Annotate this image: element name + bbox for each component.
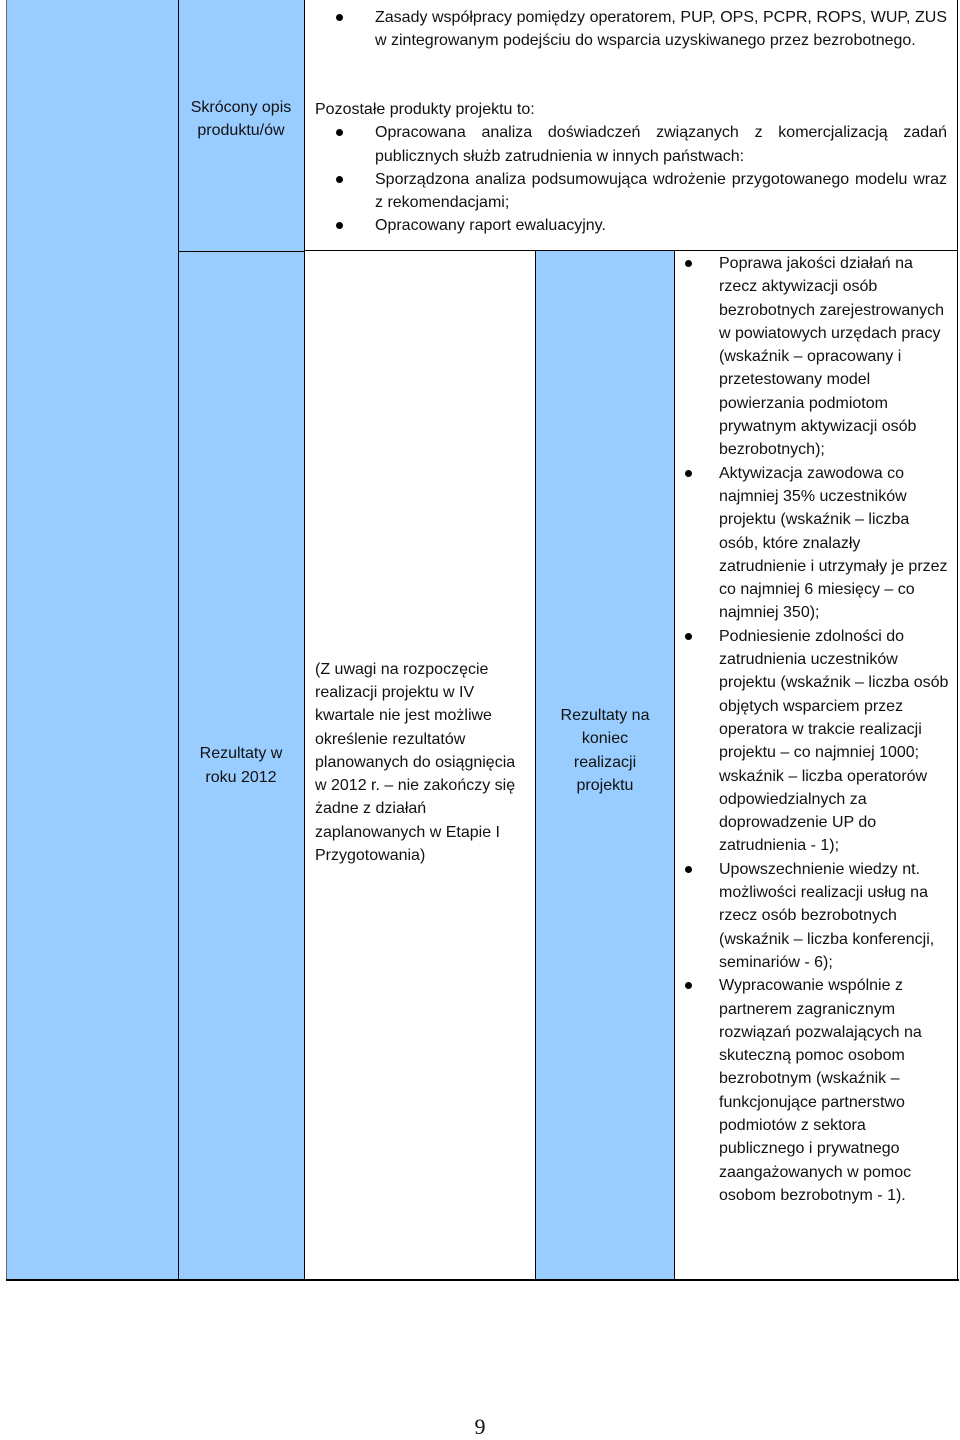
page-number: 9: [474, 1414, 486, 1439]
list-item: Wypracowanie wspólnie z partnerem zagranicznym rozwiązań pozwalających na skuteczną pomoc osobom bezrobotnym (wskaźnik – funkcjonujące partnerstwo podmiotów z sektora publicznego i prywatnego zaangażowanych w pomoc osobom bezrobotnym - 1).: [675, 974, 949, 1207]
list-item: Opracowana analiza doświadczeń związanych z komercjalizacją zadań publicznych służb zatrudnienia w innych państwach:: [305, 121, 947, 168]
top-row-list: [305, 0, 957, 53]
short-description-label-text: Skrócony opis produktu/ów: [190, 99, 292, 140]
short-description-list: [305, 121, 957, 237]
results-2012-label-text: Rezultaty w roku 2012: [199, 745, 283, 786]
results-2012-note: (Z uwagi na rozpoczęcie realizacji projektu w IV kwartale nie jest możliwe określenie rezultatów planowanych do osiągnięcia w 2012 r. – nie zakończy się żadne z działań zaplanowanych w Etapie I Przygotowania): [315, 660, 516, 865]
short-description-intro: Pozostałe produkty projektu to:: [315, 101, 535, 118]
list-item: Podniesienie zdolności do zatrudnienia uczestników projektu (wskaźnik – liczba osób objętych wsparciem przez operatora w trakcie realizacji projektu – co najmniej 1000; wskaźnik – liczba operatorów odpowiedzialnych za doprowadzenie UP do zatrudnienia - 1);: [675, 625, 949, 858]
list-item: Sporządzona analiza podsumowująca wdrożenie przygotowanego modelu wraz z rekomendacjami;: [305, 168, 947, 215]
short-description-label: [178, 96, 304, 162]
outer-left-column: [6, 0, 178, 1280]
end-results-label: [535, 251, 674, 1280]
results-2012-label: [178, 251, 304, 1280]
list-item: Aktywizacja zawodowa co najmniej 35% uczestników projektu (wskaźnik – liczba osób, które znalazły zatrudnienie i utrzymały je przez co najmniej 6 miesięcy – co najmniej 350);: [675, 462, 949, 625]
end-results-cell: [674, 251, 958, 1280]
results-2012-note-cell: [304, 251, 535, 1280]
list-item: Upowszechnienie wiedzy nt. możliwości realizacji usług na rzecz osób bezrobotnych (wskaźnik – liczba konferencji, seminariów - 6);: [675, 858, 949, 974]
end-results-list: [675, 251, 957, 1207]
top-row-cell: [304, 0, 958, 77]
end-results-label-text: Rezultaty na koniec realizacji projektu: [560, 706, 650, 794]
list-item: Opracowany raport ewaluacyjny.: [305, 214, 947, 237]
list-item: Zasady współpracy pomiędzy operatorem, PUP, OPS, PCPR, ROPS, WUP, ZUS w zintegrowanym podejściu do wsparcia uzyskiwanego przez bezrobotnego.: [305, 6, 947, 53]
list-item: Poprawa jakości działań na rzecz aktywizacji osób bezrobotnych zarejestrowanych w powiatowych urzędach pracy (wskaźnik – opracowany i przetestowany model powierzania podmiotom prywatnym aktywizacji osób bezrobotnych);: [675, 252, 949, 462]
short-description-cell: [304, 77, 958, 251]
table-bottom-border: [6, 1279, 959, 1281]
